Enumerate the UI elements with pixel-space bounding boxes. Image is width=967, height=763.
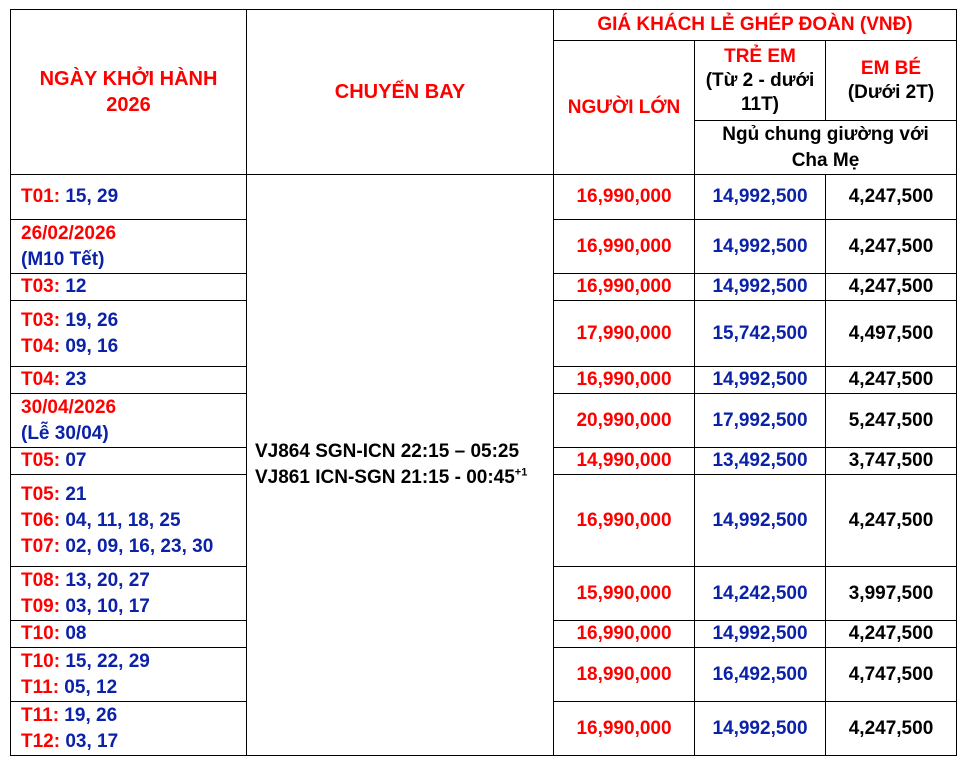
departure-date-line <box>21 568 242 594</box>
infant-price-cell: 4,247,500 <box>826 274 957 301</box>
adult-price-cell: 16,990,000 <box>554 621 695 648</box>
departure-date-cell <box>11 448 247 475</box>
departure-date-cell <box>11 475 247 567</box>
departure-date-line <box>21 482 242 508</box>
departure-days: 04, 11, 18, 25 <box>60 509 181 531</box>
adult-price-cell: 18,990,000 <box>554 648 695 702</box>
departure-date-line <box>21 675 242 701</box>
departure-date-line <box>21 184 242 210</box>
departure-days: (M10 Tết) <box>21 248 105 270</box>
child-price-cell: 14,992,500 <box>695 702 826 756</box>
departure-days: 07 <box>60 450 87 471</box>
departure-date-cell <box>11 175 247 220</box>
header-child-title: TRẺ EM <box>724 45 796 67</box>
month-label: T07: <box>21 535 61 557</box>
adult-price-cell: 16,990,000 <box>554 367 695 394</box>
month-label: T04: <box>21 335 61 357</box>
departure-days: 03, 10, 17 <box>60 595 150 617</box>
child-price-cell: 14,992,500 <box>695 175 826 220</box>
header-flight: CHUYẾN BAY <box>247 10 554 175</box>
departure-date-line <box>21 247 242 273</box>
departure-days: 08 <box>60 623 87 644</box>
child-price-cell: 14,992,500 <box>695 367 826 394</box>
departure-days: 15, 29 <box>60 186 119 207</box>
month-label: T03: <box>21 276 61 297</box>
child-price-cell: 14,992,500 <box>695 274 826 301</box>
child-price-cell: 15,742,500 <box>695 301 826 367</box>
departure-date-line <box>21 649 242 675</box>
departure-date-cell <box>11 301 247 367</box>
departure-date-line <box>21 308 242 334</box>
infant-price-cell: 5,247,500 <box>826 394 957 448</box>
departure-days: 21 <box>60 483 87 505</box>
adult-price-cell: 16,990,000 <box>554 175 695 220</box>
flight-outbound: VJ864 SGN-ICN 22:15 – 05:25 <box>255 441 520 462</box>
infant-price-cell: 4,247,500 <box>826 702 957 756</box>
child-price-cell: 14,992,500 <box>695 220 826 274</box>
departure-days: 19, 26 <box>59 704 118 726</box>
departure-date-line <box>21 221 242 247</box>
month-label: T09: <box>21 595 61 617</box>
infant-price-cell: 4,247,500 <box>826 175 957 220</box>
child-price-cell: 14,242,500 <box>695 567 826 621</box>
infant-price-cell: 3,747,500 <box>826 448 957 475</box>
infant-price-cell: 3,997,500 <box>826 567 957 621</box>
month-label: T03: <box>21 309 61 331</box>
departure-date-line <box>21 621 242 647</box>
departure-date-line <box>21 274 242 300</box>
departure-date-cell <box>11 621 247 648</box>
adult-price-cell: 17,990,000 <box>554 301 695 367</box>
departure-date-line <box>21 534 242 560</box>
child-price-cell: 14,992,500 <box>695 475 826 567</box>
departure-days: 02, 09, 16, 23, 30 <box>60 535 214 557</box>
departure-days: 03, 17 <box>60 730 119 752</box>
departure-days: 15, 22, 29 <box>60 650 150 672</box>
departure-date-line <box>21 703 242 729</box>
adult-price-cell: 20,990,000 <box>554 394 695 448</box>
child-price-cell: 16,492,500 <box>695 648 826 702</box>
header-adult: NGƯỜI LỚN <box>554 41 695 175</box>
infant-price-cell: 4,497,500 <box>826 301 957 367</box>
month-label: T01: <box>21 186 61 207</box>
flight-info-cell <box>247 175 554 756</box>
month-label: T11: <box>21 676 60 698</box>
header-departure-date-line2: 2026 <box>106 94 151 116</box>
adult-price-cell: 16,990,000 <box>554 274 695 301</box>
departure-date-line <box>21 508 242 534</box>
departure-days: 05, 12 <box>59 676 118 698</box>
tour-price-table <box>10 9 957 756</box>
header-infant-title: EM BÉ <box>860 57 922 79</box>
infant-price-cell: 4,247,500 <box>826 475 957 567</box>
departure-date-cell <box>11 274 247 301</box>
infant-price-cell: 4,247,500 <box>826 367 957 394</box>
departure-date-cell <box>11 567 247 621</box>
header-shared-bed <box>695 121 957 175</box>
header-departure-date-line1: NGÀY KHỞI HÀNH <box>39 68 218 90</box>
header-row-1 <box>11 10 957 41</box>
month-label: T08: <box>21 569 61 591</box>
departure-date-cell <box>11 367 247 394</box>
child-price-cell: 14,992,500 <box>695 621 826 648</box>
month-label: T04: <box>21 369 61 390</box>
departure-days: 23 <box>60 369 87 390</box>
child-price-cell: 13,492,500 <box>695 448 826 475</box>
departure-date-line <box>21 334 242 360</box>
month-label: T11: <box>21 704 60 726</box>
header-child-sub2: 11T) <box>740 93 780 115</box>
departure-date-cell <box>11 702 247 756</box>
table-row <box>11 175 957 220</box>
departure-days: 19, 26 <box>60 309 119 331</box>
departure-date-line <box>21 395 242 421</box>
month-label: 26/02/2026 <box>21 222 117 244</box>
next-day-marker: +1 <box>514 466 528 479</box>
header-infant-sub: (Dưới 2T) <box>847 81 935 103</box>
header-infant <box>826 41 957 121</box>
month-label: 30/04/2026 <box>21 396 117 418</box>
month-label: T10: <box>21 623 61 644</box>
departure-date-line <box>21 421 242 447</box>
adult-price-cell: 16,990,000 <box>554 475 695 567</box>
month-label: T12: <box>21 730 61 752</box>
header-departure-date <box>11 10 247 175</box>
month-label: T05: <box>21 483 61 505</box>
header-child-sub1: (Từ 2 - dưới <box>705 69 815 91</box>
departure-date-line <box>21 367 242 393</box>
departure-date-line <box>21 594 242 620</box>
departure-date-line <box>21 448 242 474</box>
header-shared-bed-line2: Cha Mẹ <box>791 149 860 171</box>
header-price-group: GIÁ KHÁCH LẺ GHÉP ĐOÀN (VNĐ) <box>554 10 957 41</box>
month-label: T10: <box>21 650 61 672</box>
departure-date-cell <box>11 394 247 448</box>
adult-price-cell: 16,990,000 <box>554 702 695 756</box>
departure-days: 09, 16 <box>60 335 119 357</box>
header-shared-bed-line1: Ngủ chung giường với <box>722 123 929 145</box>
month-label: T06: <box>21 509 61 531</box>
departure-date-cell <box>11 648 247 702</box>
departure-date-line <box>21 729 242 755</box>
month-label: T05: <box>21 450 61 471</box>
adult-price-cell: 14,990,000 <box>554 448 695 475</box>
departure-date-cell <box>11 220 247 274</box>
header-child <box>695 41 826 121</box>
infant-price-cell: 4,247,500 <box>826 220 957 274</box>
flight-return <box>255 465 549 491</box>
departure-days: (Lễ 30/04) <box>21 422 109 444</box>
flight-return-text: VJ861 ICN-SGN 21:15 - 00:45 <box>255 467 515 488</box>
departure-days: 12 <box>60 276 87 297</box>
adult-price-cell: 15,990,000 <box>554 567 695 621</box>
adult-price-cell: 16,990,000 <box>554 220 695 274</box>
child-price-cell: 17,992,500 <box>695 394 826 448</box>
departure-days: 13, 20, 27 <box>60 569 150 591</box>
infant-price-cell: 4,247,500 <box>826 621 957 648</box>
infant-price-cell: 4,747,500 <box>826 648 957 702</box>
